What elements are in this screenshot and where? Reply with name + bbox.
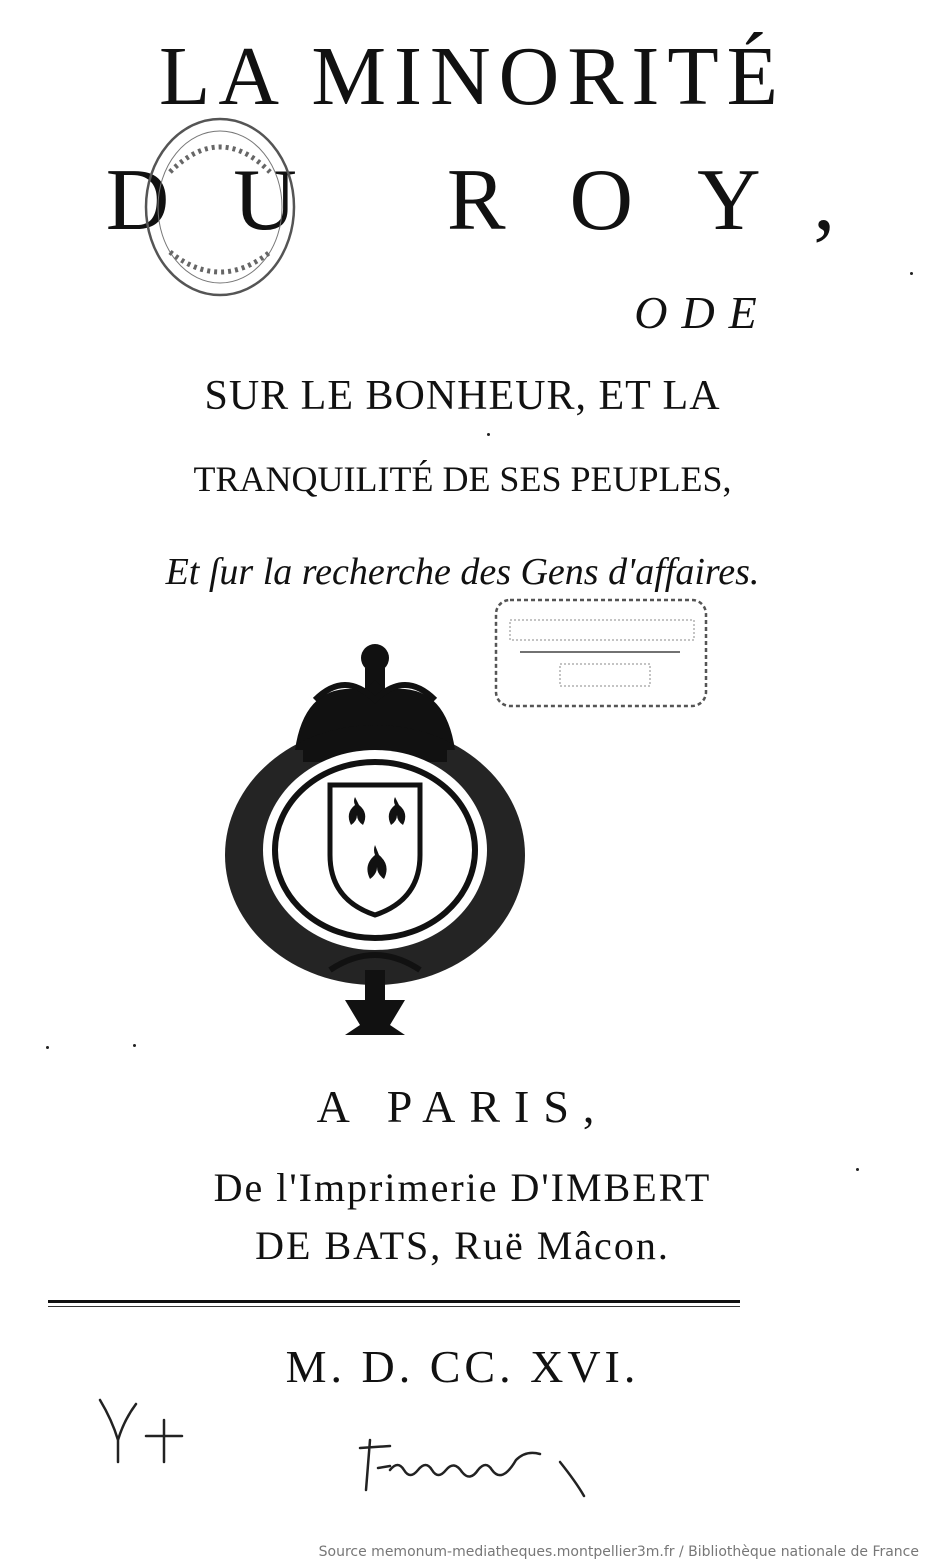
divider-rule-thin	[48, 1306, 740, 1307]
imprint-place: A PARIS,	[316, 1081, 609, 1132]
publication-date: M. D. CC. XVI.	[285, 1341, 640, 1392]
shelfmark-plus	[146, 1420, 182, 1462]
imprint-printer-line-1: De l'Imprimerie D'IMBERT	[213, 1165, 712, 1210]
divider-rule	[48, 1300, 740, 1303]
paper-speck	[46, 1046, 49, 1049]
source-footer: Source memonum-mediatheques.montpellier3m.fr / Bibliothèque nationale de France	[318, 1544, 919, 1560]
paper-speck	[487, 433, 490, 436]
royal-coat-of-arms-icon	[215, 640, 535, 1040]
shelfmark-y	[100, 1400, 136, 1462]
subtitle-line-3: Et ſur la recherche des Gens d'affaires.	[165, 551, 760, 593]
paper-speck	[133, 1044, 136, 1047]
library-stamp-circle	[140, 112, 300, 302]
title-line-2: DU ROY,	[105, 152, 900, 249]
paper-speck	[856, 1168, 859, 1171]
imprint-printer-line-2: DE BATS, Ruë Mâcon.	[255, 1223, 670, 1268]
title-line-3: ODE	[634, 287, 771, 338]
subtitle-line-2: TRANQUILITÉ DE SES PEUPLES,	[193, 459, 732, 499]
subtitle-line-1: SUR LE BONHEUR, ET LA	[204, 373, 721, 419]
paper-speck	[910, 272, 913, 275]
handwritten-annotations	[90, 1390, 650, 1530]
title-line-1: LA MINORITÉ	[159, 30, 786, 123]
